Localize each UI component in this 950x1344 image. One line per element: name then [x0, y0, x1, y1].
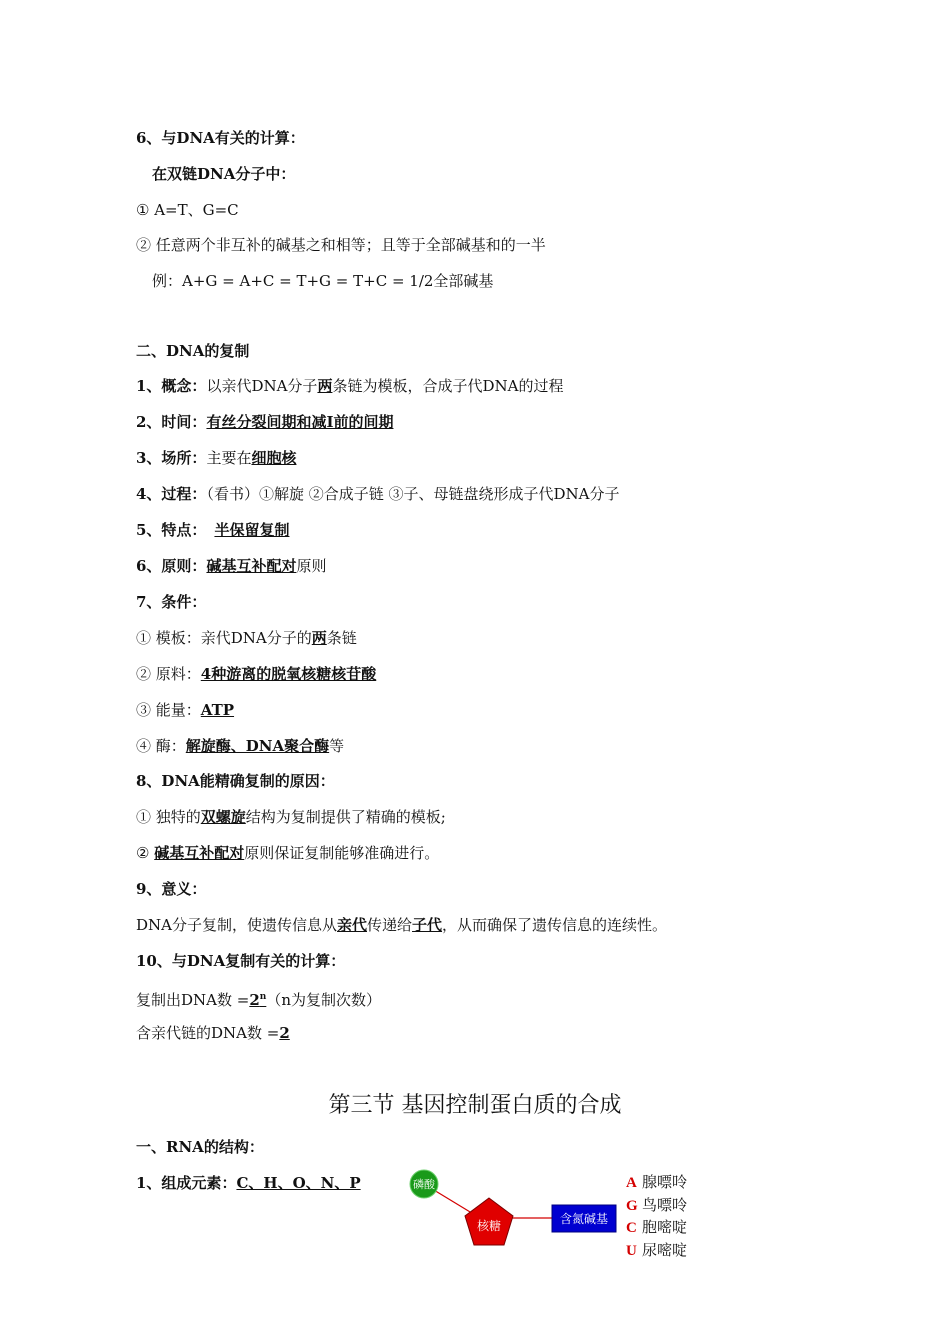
- underlined-text: C、H、O、N、P: [236, 1174, 361, 1192]
- text: ，从而确保了遗传信息的连续性。: [442, 916, 668, 934]
- significance-text: [136, 915, 667, 935]
- ribose-label: 核糖: [476, 1219, 502, 1233]
- base-letter: G: [626, 1197, 638, 1214]
- item-significance: 9、意义：: [136, 880, 207, 898]
- label: 3、场所：: [136, 449, 207, 467]
- text: ① 模板：亲代DNA分子的: [136, 629, 312, 647]
- underlined-text: 亲代: [337, 916, 368, 934]
- item-principle: [136, 556, 326, 576]
- legend-item: [626, 1195, 687, 1218]
- phosphate-label: 磷酸: [413, 1178, 435, 1191]
- condition-energy: [136, 700, 234, 720]
- item-conditions: 7、条件：: [136, 593, 207, 611]
- legend-item: [626, 1217, 687, 1240]
- text: ③ 能量：: [136, 701, 201, 719]
- reason-2: [136, 843, 439, 863]
- text: ④ 酶：: [136, 737, 186, 755]
- base-name: 鸟嘌呤: [642, 1195, 688, 1214]
- text: 结构为复制提供了精确的模板;: [245, 808, 446, 826]
- underlined-text: 碱基互补配对: [206, 557, 297, 575]
- calc-parent-strands: [136, 1023, 290, 1043]
- underlined-text: 细胞核: [251, 449, 297, 467]
- text: 原则保证复制能够准确进行。: [244, 844, 440, 862]
- base-legend: [626, 1172, 687, 1262]
- text: 含亲代链的DNA数 =: [136, 1024, 280, 1042]
- base-number: 2: [249, 991, 260, 1009]
- item-feature: [136, 520, 289, 540]
- underlined-text: 2: [279, 1024, 290, 1042]
- condition-material: [136, 664, 376, 684]
- base-name: 胞嘧啶: [642, 1218, 688, 1236]
- base-name: 腺嘌呤: [642, 1173, 688, 1191]
- item-replication-calc: 10、与DNA复制有关的计算：: [136, 952, 346, 970]
- text: （n为复制次数）: [266, 991, 381, 1009]
- text: 等: [329, 737, 345, 755]
- label: 1、组成元素：: [136, 1174, 237, 1192]
- calc-copies: [136, 987, 381, 1010]
- label: 1、概念：: [136, 377, 207, 395]
- text: 原则: [296, 557, 327, 575]
- exponent: n: [259, 992, 267, 1002]
- underlined-text: 4种游离的脱氧核糖核苷酸: [200, 665, 377, 683]
- base-name: 尿嘧啶: [642, 1240, 688, 1259]
- underlined-text: 子代: [412, 916, 443, 934]
- text: （看书）①解旋 ②合成子链 ③子、母链盘绕形成子代DNA分子: [206, 485, 620, 503]
- heading-dna-calc: 6、与DNA有关的计算：: [136, 129, 305, 147]
- text: 复制出DNA数 =: [136, 991, 250, 1009]
- base-letter: U: [626, 1242, 637, 1259]
- text: 条链为模板，合成子代DNA的过程: [332, 377, 564, 395]
- reason-1: [136, 807, 446, 827]
- underlined-text: ATP: [200, 701, 235, 719]
- text: 条链: [326, 629, 357, 647]
- underlined-text: 半保留复制: [214, 521, 290, 539]
- text: ① 独特的: [136, 808, 201, 826]
- heading-rna-structure: 一、RNA的结构：: [136, 1138, 264, 1156]
- point-1: ① A=T、G=C: [136, 201, 239, 219]
- item-elements: [136, 1173, 361, 1193]
- text: ② 原料：: [136, 665, 201, 683]
- point-2: ② 任意两个非互补的碱基之和相等；且等于全部碱基和的一半: [136, 236, 546, 254]
- text: ②: [136, 844, 155, 862]
- heading-dna-replication: 二、DNA的复制: [136, 342, 250, 360]
- label: 6、原则：: [136, 557, 207, 575]
- subheading-double-strand: 在双链DNA分子中：: [152, 165, 296, 183]
- item-accuracy-reasons: 8、DNA能精确复制的原因：: [136, 772, 335, 790]
- condition-enzyme: [136, 736, 344, 756]
- base-label: 含氮碱基: [559, 1212, 609, 1226]
- condition-template: [136, 628, 357, 648]
- example-line: 例：A+G = A+C = T+G = T+C = 1/2全部碱基: [152, 272, 494, 290]
- underlined-text: 碱基互补配对: [154, 844, 245, 862]
- legend-item: [626, 1172, 687, 1195]
- text: DNA分子复制，使遗传信息从: [136, 916, 337, 934]
- item-process: [136, 484, 619, 504]
- legend-item: [626, 1240, 687, 1263]
- section-title: 第三节 基因控制蛋白质的合成: [328, 1093, 622, 1118]
- underlined-text: 两: [317, 377, 333, 395]
- base-letter: A: [626, 1175, 637, 1191]
- underlined-text: 解旋酶、DNA聚合酶: [185, 737, 330, 755]
- label: 2、时间：: [136, 413, 207, 431]
- underlined-text: 双螺旋: [200, 808, 246, 826]
- label: 4、过程：: [136, 485, 207, 503]
- text: 主要在: [206, 449, 252, 467]
- base-letter: C: [626, 1220, 637, 1236]
- underlined-text: 有丝分裂间期和减Ⅰ前的间期: [206, 413, 394, 431]
- underlined-text: 两: [311, 629, 327, 647]
- item-time: [136, 412, 393, 432]
- item-location: [136, 448, 296, 468]
- text: 以亲代DNA分子: [206, 377, 318, 395]
- text: 传递给: [367, 916, 413, 934]
- underlined-text: [249, 991, 266, 1009]
- item-concept: [136, 376, 563, 396]
- label: 5、特点：: [136, 521, 207, 539]
